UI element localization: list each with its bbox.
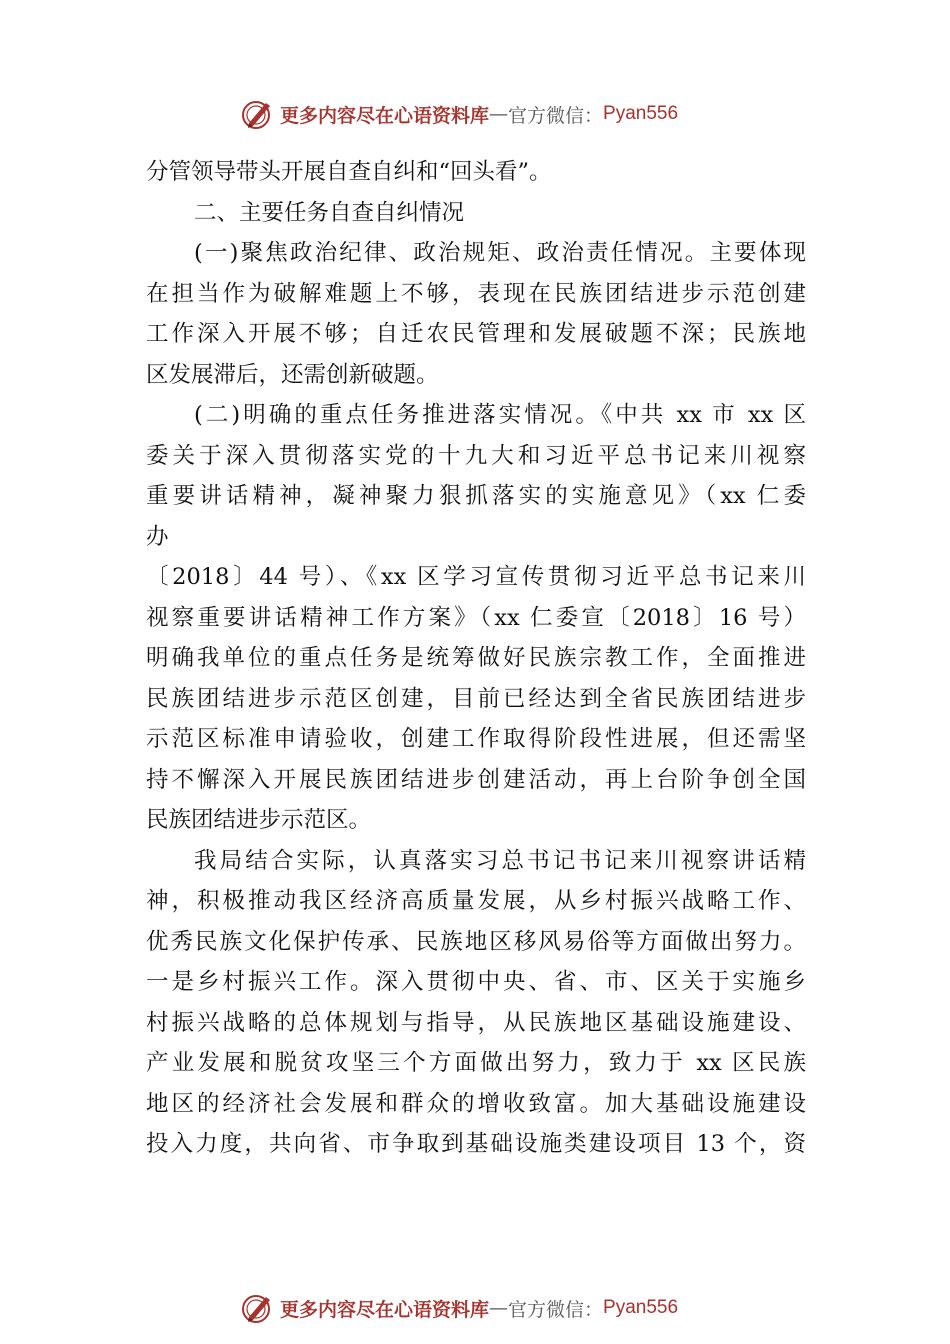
text-line: 办 [146,523,169,550]
text-line: 地区的经济社会发展和群众的增收致富。加大基础设施建设 [146,1090,806,1117]
banner-wechat-id: Pyan556 [603,1297,679,1318]
document-body [146,152,806,1165]
text-line: 委关于深入贯彻落实党的十九大和习近平总书记来川视察 [146,442,806,469]
text-line: 重要讲话精神，凝神聚力狠抓落实的实施意见》（xx 仁委 [146,483,806,509]
banner-dash: — [489,103,509,125]
text-line: 示范区标准申请验收，创建工作取得阶段性进展，但还需坚 [146,726,806,752]
text-line: 在担当作为破解难题上不够，表现在民族团结进步示范创建 [146,280,806,307]
text-line: 明确我单位的重点任务是统筹做好民族宗教工作，全面推进 [146,645,806,671]
text-line: 产业发展和脱贫攻坚三个方面做出努力，致力于 xx 区民族 [146,1050,806,1076]
text-line: 一是乡村振兴工作。深入贯彻中央、省、市、区关于实施乡 [146,969,806,995]
banner-wechat-id: Pyan556 [603,103,679,124]
text-line: (一)聚焦政治纪律、政治规矩、政治责任情况。主要体现 [194,240,806,266]
footer-banner [240,1290,678,1326]
text-line: 二、主要任务自查自纠情况 [194,199,465,226]
pen-logo-icon [240,1291,274,1325]
text-line: 我局结合实际，认真落实习总书记书记来川视察讲话精 [194,847,806,874]
text-line: 民族团结进步示范区。 [146,807,372,833]
banner-wechat-label: 官方微信： [508,1298,604,1321]
pen-logo-icon [240,97,274,131]
text-line: 分管领导带头开展自查自纠和“回头看”。 [146,159,552,185]
text-line: 区发展滞后，还需创新破题。 [146,361,439,388]
banner-site-name: 更多内容尽在心语资料库 [280,104,490,127]
text-line: 投入力度，共向省、市争取到基础设施类建设项目 13 个，资 [146,1131,806,1157]
text-line: 村振兴战略的总体规划与指导，从民族地区基础设施建设、 [146,1009,806,1036]
text-line: 神，积极推动我区经济高质量发展，从乡村振兴战略工作、 [146,888,806,914]
banner-dash: — [489,1297,509,1319]
header-banner [240,96,678,132]
banner-site-name: 更多内容尽在心语资料库 [280,1298,490,1321]
text-line: 持不懈深入开展民族团结进步创建活动，再上台阶争创全国 [146,766,806,793]
text-line: (二)明确的重点任务推进落实情况。《中共 xx 市 xx 区 [194,402,806,428]
text-line: 〔2018〕44 号）、《xx 区学习宣传贯彻习近平总书记来川 [146,564,806,590]
text-line: 视察重要讲话精神工作方案》（xx 仁委宣〔2018〕16 号） [146,604,806,631]
banner-wechat-label: 官方微信： [508,104,604,127]
text-line: 优秀民族文化保护传承、民族地区移风易俗等方面做出努力。 [146,928,806,955]
text-line: 民族团结进步示范区创建，目前已经达到全省民族团结进步 [146,685,806,712]
text-line: 工作深入开展不够；自迁农民管理和发展破题不深；民族地 [146,321,806,347]
